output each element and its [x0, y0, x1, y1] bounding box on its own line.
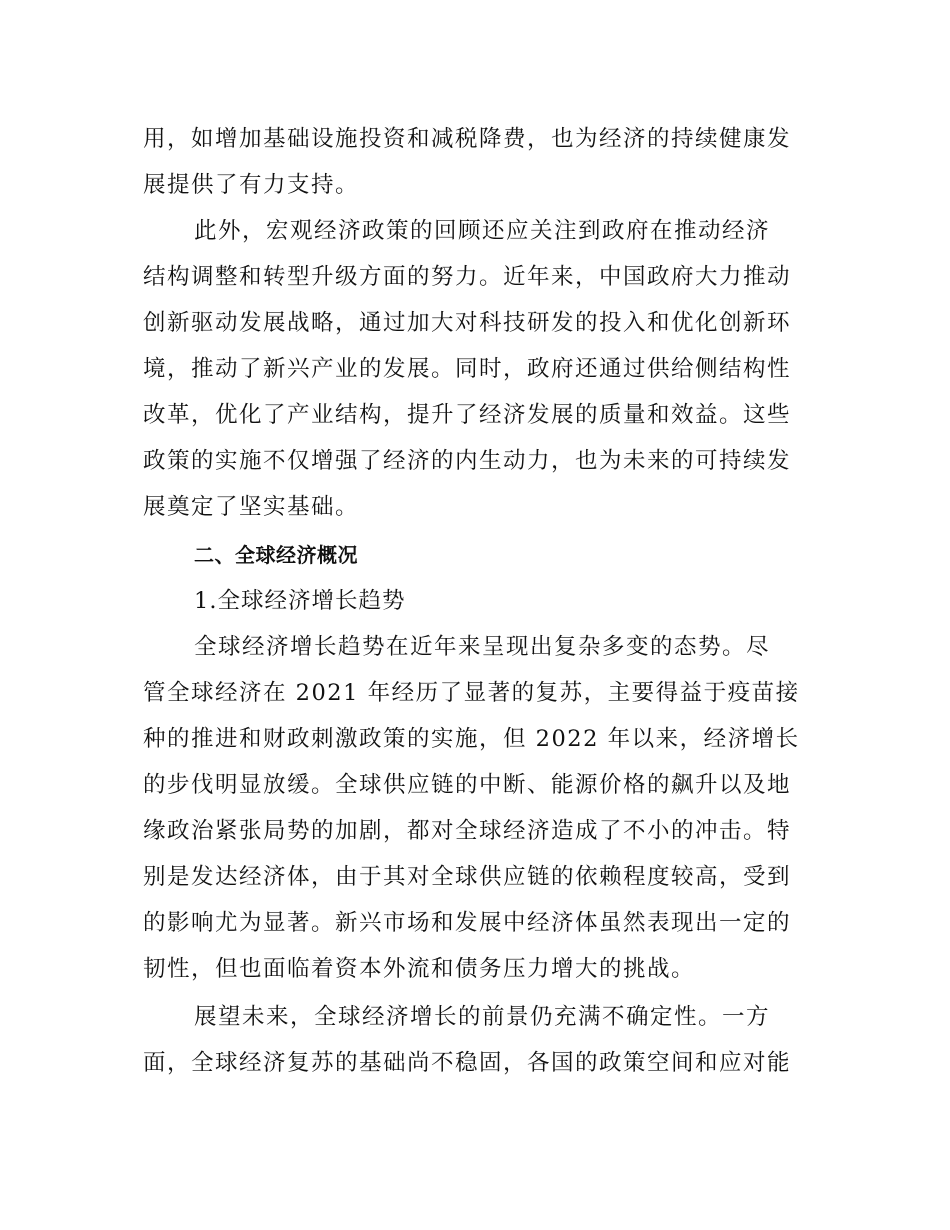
- paragraph-line: 管全球经济在 2021 年经历了显著的复苏，主要得益于疫苗接: [143, 680, 800, 706]
- paragraph-line: 别是发达经济体，由于其对全球供应链的依赖程度较高，受到: [143, 864, 792, 890]
- paragraph-line: 展望未来，全球经济增长的前景仍充满不确定性。一方: [194, 1004, 771, 1030]
- paragraph-line: 政策的实施不仅增强了经济的内生动力，也为未来的可持续发: [143, 448, 792, 474]
- paragraph-line: 面，全球经济复苏的基础尚不稳固，各国的政策空间和应对能: [143, 1050, 792, 1076]
- paragraph-line: 全球经济增长趋势在近年来呈现出复杂多变的态势。尽: [194, 634, 771, 660]
- paragraph-line: 缘政治紧张局势的加剧，都对全球经济造成了不小的冲击。特: [143, 818, 792, 844]
- paragraph-line: 此外，宏观经济政策的回顾还应关注到政府在推动经济: [194, 218, 771, 244]
- paragraph-line: 的影响尤为显著。新兴市场和发展中经济体虽然表现出一定的: [143, 910, 792, 936]
- paragraph-line: 展奠定了坚实基础。: [143, 494, 360, 520]
- paragraph-line: 的步伐明显放缓。全球供应链的中断、能源价格的飙升以及地: [143, 772, 792, 798]
- paragraph-line: 用，如增加基础设施投资和减税降费，也为经济的持续健康发: [143, 126, 792, 152]
- paragraph-line: 创新驱动发展战略，通过加大对科技研发的投入和优化创新环: [143, 310, 792, 336]
- paragraph-line: 展提供了有力支持。: [143, 172, 360, 198]
- paragraph-line: 结构调整和转型升级方面的努力。近年来，中国政府大力推动: [143, 264, 792, 290]
- paragraph-line: 种的推进和财政刺激政策的实施，但 2022 年以来，经济增长: [143, 726, 800, 752]
- subsection-heading: 1.全球经济增长趋势: [194, 588, 406, 614]
- paragraph-line: 韧性，但也面临着资本外流和债务压力增大的挑战。: [143, 956, 696, 982]
- paragraph-line: 改革，优化了产业结构，提升了经济发展的质量和效益。这些: [143, 402, 792, 428]
- section-heading: 二、全球经济概况: [194, 543, 358, 567]
- paragraph-line: 境，推动了新兴产业的发展。同时，政府还通过供给侧结构性: [143, 356, 792, 382]
